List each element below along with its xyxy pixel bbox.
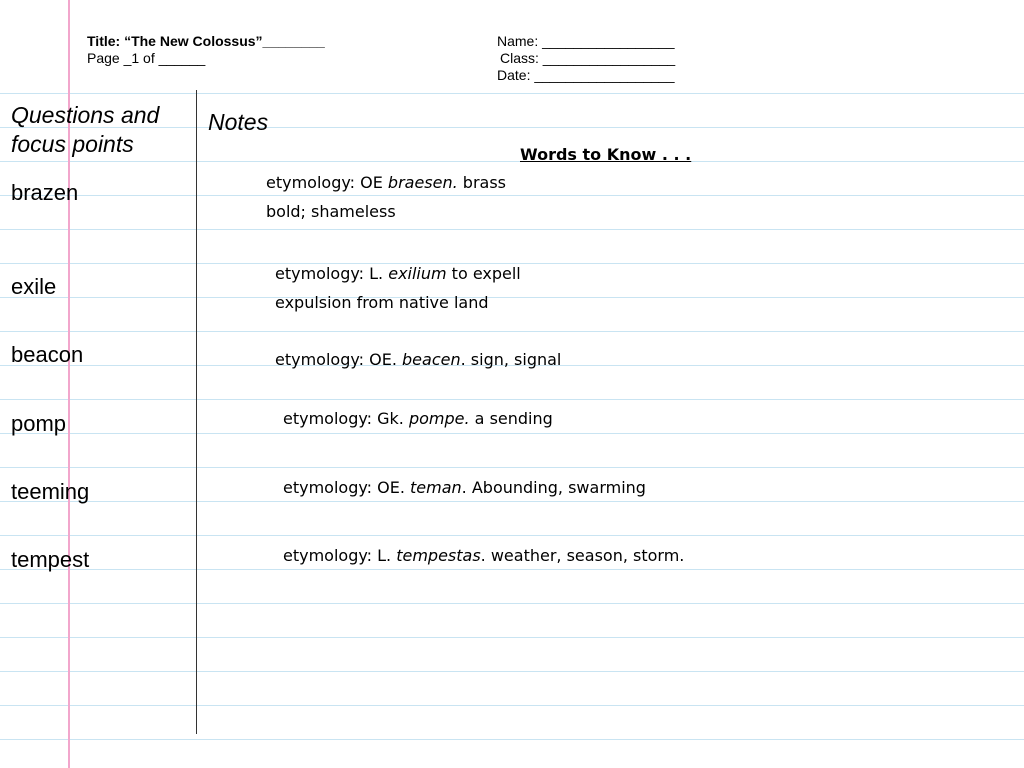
definition-line: expulsion from native land	[275, 293, 489, 312]
etymology-line: etymology: OE. teman. Abounding, swarming	[283, 478, 646, 497]
rule-line	[0, 637, 1024, 638]
vocab-word: beacon	[11, 342, 84, 367]
vocab-word: brazen	[11, 180, 79, 205]
rule-line	[0, 229, 1024, 230]
name-field: Name: _________________	[497, 33, 675, 49]
etymology-line: etymology: Gk. pompe. a sending	[283, 409, 553, 428]
vocab-word: teeming	[11, 479, 90, 504]
rule-line	[0, 535, 1024, 536]
rule-line	[0, 467, 1024, 468]
class-field: Class: _________________	[500, 50, 676, 66]
rule-line	[0, 93, 1024, 94]
vocab-word: pomp	[11, 411, 67, 436]
header-right	[497, 33, 675, 84]
vocab-note	[283, 541, 684, 570]
vocab-note	[275, 345, 561, 374]
definition-line: bold; shameless	[266, 202, 396, 221]
rule-line	[0, 399, 1024, 400]
rule-line	[0, 433, 1024, 434]
rule-line	[0, 739, 1024, 740]
etymology-line: etymology: L. tempestas. weather, season, storm.	[283, 546, 685, 565]
rule-line	[0, 331, 1024, 332]
vocab-note	[266, 168, 506, 226]
rule-line	[0, 705, 1024, 706]
etymology-line: etymology: OE. beacen. sign, signal	[275, 350, 562, 369]
header-left	[87, 33, 325, 67]
vocab-note	[283, 404, 553, 433]
vocab-note	[275, 259, 521, 317]
rule-line	[0, 671, 1024, 672]
words-to-know-heading: Words to Know . . .	[520, 145, 692, 164]
vocab-note	[283, 473, 646, 502]
etymology-line: etymology: L. exilium to expell	[275, 264, 521, 283]
page-field: Page _1 of ______	[87, 50, 206, 66]
rule-line	[0, 603, 1024, 604]
rule-line	[0, 195, 1024, 196]
etymology-line: etymology: OE braesen. brass	[266, 173, 507, 192]
date-field: Date: __________________	[497, 67, 675, 83]
cue-column-heading: Questions and focus points	[11, 102, 160, 157]
vocab-word: tempest	[11, 547, 90, 572]
notes-column-heading: Notes	[208, 109, 269, 135]
rule-line	[0, 161, 1024, 162]
vocab-word: exile	[11, 274, 57, 299]
title-field: Title: “The New Colossus”________	[87, 33, 325, 49]
cue-column-divider	[196, 90, 197, 734]
